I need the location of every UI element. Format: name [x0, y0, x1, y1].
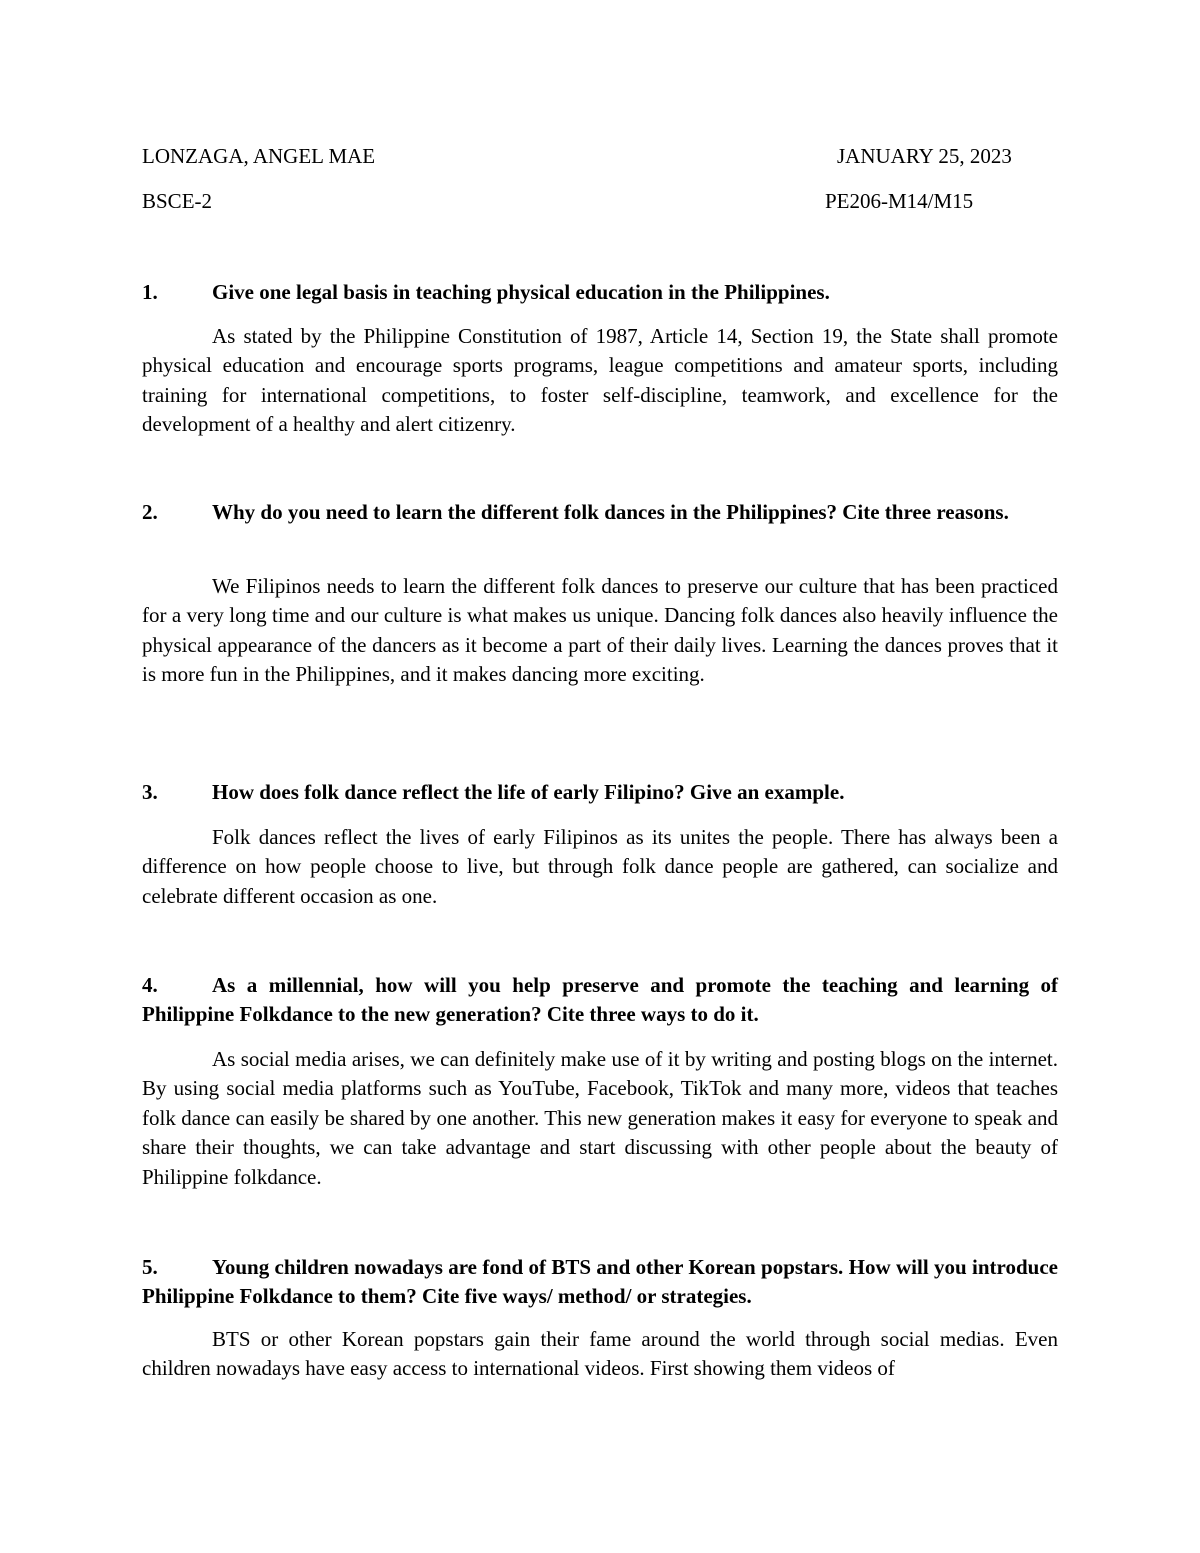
question-1 [142, 278, 1058, 307]
question-number: 2. [142, 500, 158, 524]
question-number: 1. [142, 280, 158, 304]
question-number: 3. [142, 780, 158, 804]
submission-date: JANUARY 25, 2023 [837, 144, 1012, 168]
answer-4: As social media arises, we can definitely make use of it by writing and posting blogs on the internet. By using social media platforms such as YouTube, Facebook, TikTok and many more, videos that teaches folk dance can easily be shared by one another. This new generation makes it easy for everyone to speak and share their thoughts, we can take advantage and start discussing with other people about the beauty of Philippine folkdance. [142, 1047, 1058, 1189]
answer-3: Folk dances reflect the lives of early Filipinos as its unites the people. There has always been a difference on how people choose to live, but through folk dance people are gathered, can socialize and celebrate different occasion as one. [142, 825, 1058, 908]
subject-code: PE206-M14/M15 [825, 189, 974, 213]
answer-2: We Filipinos needs to learn the different folk dances to preserve our culture that has been practiced for a very long time and our culture is what makes us unique. Dancing folk dances also heavily influence the physical appearance of the dancers as it become a part of their daily lives. Learning the dances proves that it is more fun in the Philippines, and it makes dancing more exciting. [142, 574, 1058, 687]
question-text: Young children nowadays are fond of BTS and other Korean popstars. How will you introduce Philippine Folkdance to them? Cite five ways/ method/ or strategies. [142, 1255, 1058, 1308]
document-page [142, 0, 1058, 1553]
question-5 [142, 1253, 1058, 1311]
question-2 [142, 498, 1058, 527]
question-3 [142, 778, 1058, 807]
question-number: 5. [142, 1255, 158, 1279]
student-name: LONZAGA, ANGEL MAE [142, 144, 376, 168]
question-text: Give one legal basis in teaching physical education in the Philippines. [212, 280, 830, 304]
question-text: Why do you need to learn the different folk dances in the Philippines? Cite three reasons. [212, 500, 1009, 524]
question-4 [142, 971, 1058, 1029]
question-number: 4. [142, 973, 158, 997]
question-text: As a millennial, how will you help preserve and promote the teaching and learning of Philippine Folkdance to the new generation? Cite three ways to do it. [142, 973, 1058, 1026]
answer-1: As stated by the Philippine Constitution of 1987, Article 14, Section 19, the State shall promote physical education and encourage sports programs, league competitions and amateur sports, including training for international competitions, to foster self-discipline, teamwork, and excellence for the development of a healthy and alert citizenry. [142, 324, 1058, 437]
question-text: How does folk dance reflect the life of early Filipino? Give an example. [212, 780, 845, 804]
answer-5: BTS or other Korean popstars gain their fame around the world through social medias. Even children nowadays have easy access to international videos. First showing them videos of [142, 1327, 1058, 1381]
course-section: BSCE-2 [142, 189, 213, 213]
